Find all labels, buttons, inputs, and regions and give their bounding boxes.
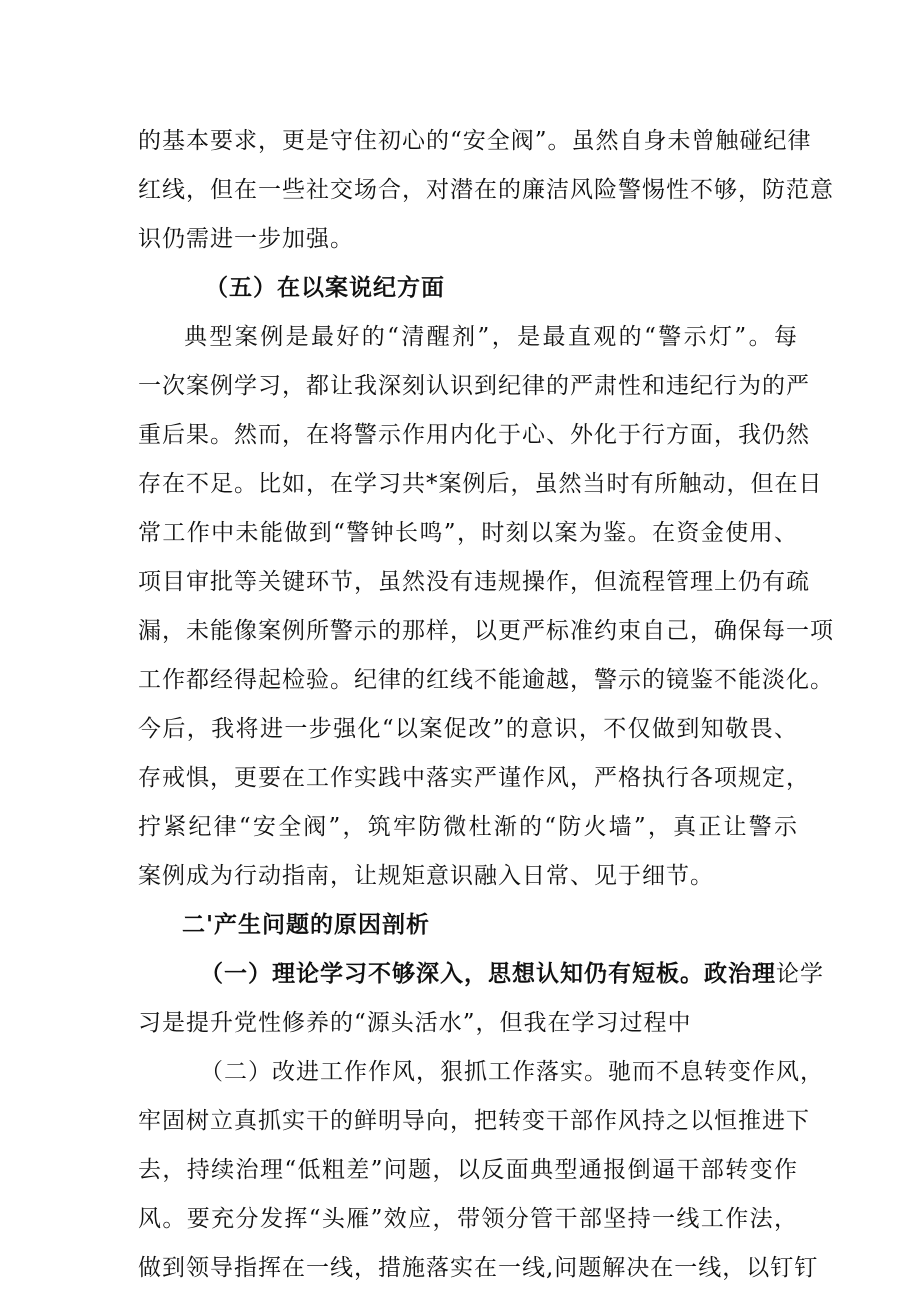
paragraph-line: 红线，但在一些社交场合，对潜在的廉洁风险警惕性不够，防范意 (138, 177, 834, 203)
section-heading: 二'产生问题的原因剖析 (182, 911, 431, 938)
paragraph-line: （二）改进工作作风，狠抓工作落实。驰而不息转变作风， (200, 1059, 824, 1085)
paragraph-line: 今后，我将进一步强化“以案促改”的意识，不仅做到知敬畏、 (138, 716, 798, 742)
paragraph-line: 习是提升党性修养的“源头活水”，但我在学习过程中 (138, 1010, 692, 1036)
paragraph-line: 项目审批等关键环节，虽然没有违规操作，但流程管理上仍有疏 (138, 569, 810, 595)
paragraph-line: 一次案例学习，都让我深刻认识到纪律的严肃性和违纪行为的严 (138, 373, 810, 399)
paragraph-line: 常工作中未能做到“警钟长鸣”，时刻以案为鉴。在资金使用、 (138, 520, 798, 546)
subsection-title: （一）理论学习不够深入，思想认知仍有短板。政治理 (200, 960, 776, 987)
paragraph-line: 存戒惧，更要在工作实践中落实严谨作风，严格执行各项规定， (138, 765, 810, 791)
section-heading: （五）在以案说纪方面 (205, 274, 445, 301)
paragraph-line: 存在不足。比如，在学习共*案例后，虽然当时有所触动，但在日 (138, 471, 823, 497)
paragraph-line: 去，持续治理“低粗差”问题，以反面典型通报倒逼干部转变作 (138, 1157, 798, 1183)
subsection-line (200, 959, 824, 991)
paragraph-line: 识仍需进一步加强。 (138, 226, 354, 252)
paragraph-line: 漏，未能像案例所警示的那样，以更严标准约束自己，确保每一项 (138, 618, 834, 644)
paragraph-line: 拧紧纪律“安全阀”，筑牢防微杜渐的“防火墙”，真正让警示 (138, 814, 798, 840)
paragraph-line: 典型案例是最好的“清醒剂”，是最直观的“警示灯”。每 (184, 324, 798, 350)
paragraph-line: 工作都经得起检验。纪律的红线不能逾越，警示的镜鉴不能淡化。 (138, 667, 834, 693)
paragraph-line: 做到领导指挥在一线，措施落实在一线,问题解决在一线，以钉钉 (138, 1255, 819, 1281)
paragraph-line: 风。要充分发挥“头雁”效应，带领分管干部坚持一线工作法， (138, 1206, 798, 1232)
paragraph-line: 重后果。然而，在将警示作用内化于心、外化于行方面，我仍然 (138, 422, 810, 448)
subsection-text: 论学 (776, 961, 824, 987)
paragraph-line: 的基本要求，更是守住初心的“安全阀”。虽然自身未曾触碰纪律 (138, 128, 812, 154)
paragraph-line: 案例成为行动指南，让规矩意识融入日常、见于细节。 (138, 863, 714, 889)
paragraph-line: 牢固树立真抓实干的鲜明导向，把转变干部作风持之以恒推进下 (138, 1108, 810, 1134)
